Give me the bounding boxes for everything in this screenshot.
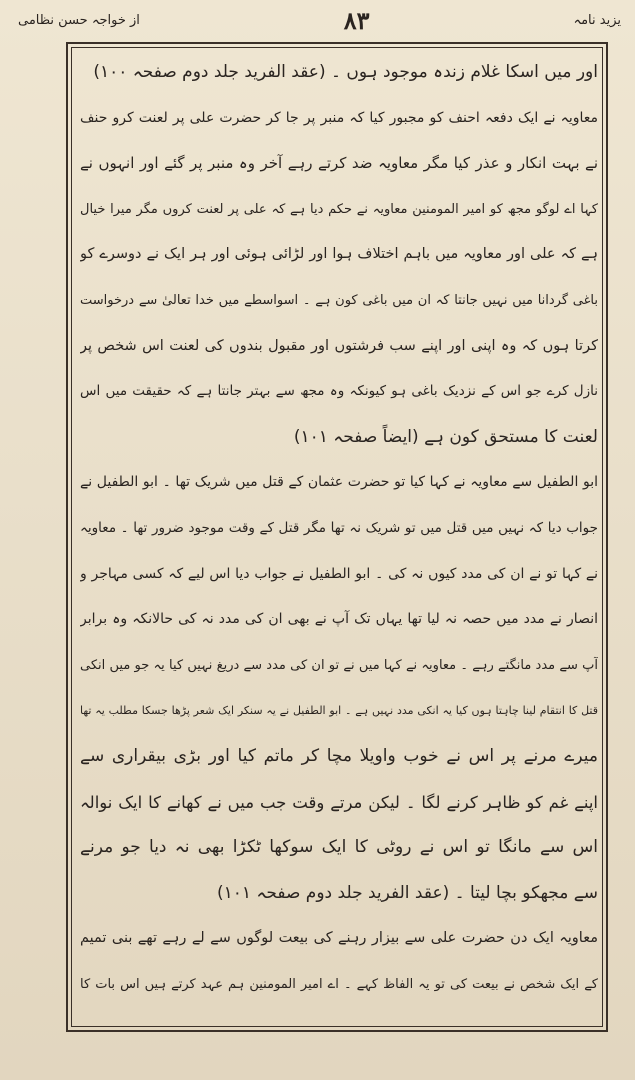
text-line: نے بہت انکار و عذر کیا مگر معاویہ ضد کرتے رہے آخر وہ منبر پر گئے اور انہوں نے (80, 154, 598, 173)
author-name: از خواجہ حسن نظامی (18, 12, 140, 28)
text-line: نازل کرے جو اس کے نزدیک باغی ہو کیونکہ وہ مجھ سے بہتر جانتا ہے کہ حقیقت میں اس (80, 383, 598, 400)
text-line: کرتا ہوں کہ وہ اپنی اور اپنے سب فرشتوں اور مقبول بندوں کی لعنت اس شخص پر (80, 337, 598, 354)
text-line: اس سے مانگا تو اس نے روٹی کا ایک سوکھا ٹکڑا بھی نہ دیا جو مرنے (80, 837, 598, 858)
text-line: انصار نے مدد میں حصہ نہ لیا تھا یہاں تک آپ نے بھی ان کی مدد نہ کی حالانکہ وہ برابر (80, 611, 598, 628)
text-line: اپنے غم کو ظاہر کرنے لگا ۔ لیکن مرتے وقت جب میں نے کھانے کا ایک نوالہ (80, 792, 598, 812)
text-line: کہا اے لوگو مجھ کو امیر المومنین معاویہ نے حکم دیا ہے کہ علی پر لعنت کروں مگر میرا خیال (80, 201, 598, 217)
text-line: آپ سے مدد مانگتے رہے ۔ معاویہ نے کہا میں نے تو ان کی مدد سے دریغ نہیں کیا یہ جو میں انکی (80, 657, 598, 673)
text-line: جواب دیا کہ نہیں میں قتل میں تو شریک نہ تھا مگر قتل کے وقت موجود ضرور تھا ۔ معاویہ (80, 519, 598, 536)
book-title: یزید نامہ (573, 12, 621, 28)
text-line: نے کہا تو نے ان کی مدد کیوں نہ کی ۔ ابو الطفیل نے جواب دیا اس لیے کہ کسی مہاجر و (80, 565, 598, 582)
text-line: لعنت کا مستحق کون ہے (ایضاً صفحہ ۱۰۱) (293, 426, 598, 447)
text-line: قتل کا انتقام لینا چاہتا ہوں کیا یہ انکی مدد نہیں ہے ۔ ابو الطفیل نے یہ سنکر ایک شعر پڑھا جسکا مطلب یہ تھا (80, 704, 598, 718)
text-line: باغی گردانا میں نہیں جانتا کہ ان میں باغی کون ہے ۔ اسواسطے میں خدا تعالیٰ سے درخواست (80, 292, 598, 308)
text-line: اور میں اسکا غلام زندہ موجود ہوں ۔ (عقد الفرید جلد دوم صفحہ ۱۰۰) (93, 62, 598, 82)
text-line: میرے مرنے پر اس نے خوب واویلا مچا کر ماتم کیا اور بڑی بیقراری سے (80, 745, 598, 766)
text-line: ابو الطفیل سے معاویہ نے کہا کیا تو حضرت عثمان کے قتل میں شریک تھا ۔ ابو الطفیل نے (80, 474, 598, 491)
body-text (80, 50, 598, 1007)
text-line: معاویہ ایک دن حضرت علی سے بیزار رہنے کی بیعت لوگوں سے لے رہے تھے بنی تمیم (80, 930, 598, 947)
text-line: ہے کہ علی اور معاویہ میں باہم اختلاف ہوا اور لڑائی ہوئی اور ہر ایک نے دوسرے کو (80, 246, 598, 263)
page-number: ۸۳ (343, 5, 370, 35)
running-head (18, 6, 621, 34)
text-line: سے مجھکو بچا لیتا ۔ (عقد الفرید جلد دوم صفحہ ۱۰۱) (216, 882, 598, 903)
text-line: کے ایک شخص نے بیعت کی تو یہ الفاظ کہے ۔ اے امیر المومنین ہم عہد کرتے ہیں اس بات کا (80, 976, 598, 992)
text-line: معاویہ نے ایک دفعہ احنف کو مجبور کیا کہ منبر پر جا کر حضرت علی پر لعنت کرو حنف (80, 109, 598, 126)
